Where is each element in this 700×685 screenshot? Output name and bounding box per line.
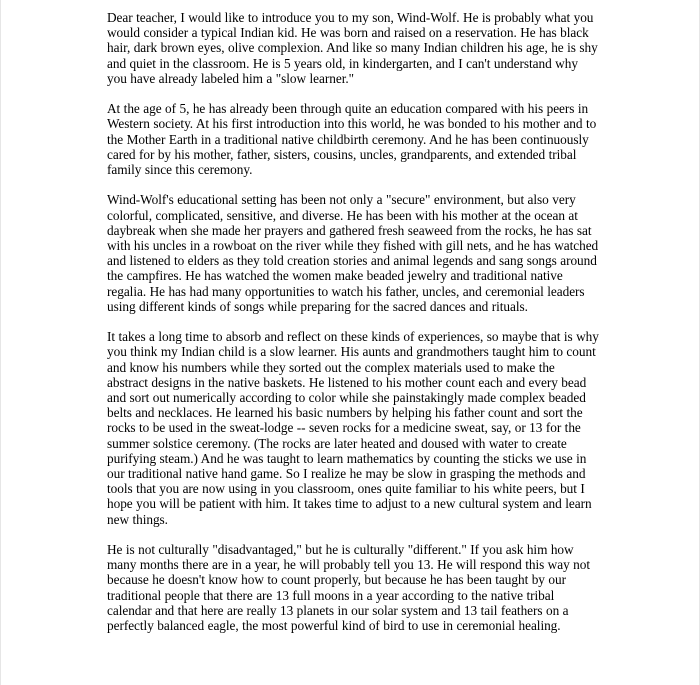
paragraph-educational-setting: Wind-Wolf's educational setting has been not only a "secure" environment, but also very colorful, complicated, sensitive, and diverse. He has been with his mother at the ocean at daybreak when she made her prayers and gathered fresh seaweed from the rocks, he has sat with his uncles in a rowboat on the river while they fished with gill nets, and he has watched and listened to elders as they told creation stories and animal legends and sang songs around the campfires. He has watched the women make beaded jewelry and traditional native regalia. He has had many opportunities to watch his father, uncles, and ceremonial leaders using different kinds of songs while preparing for the sacred dances and rituals.: [107, 192, 599, 314]
paragraph-introduction: Dear teacher, I would like to introduce you to my son, Wind-Wolf. He is probably what you would consider a typical Indian kid. He was born and raised on a reservation. He has black hair, dark brown eyes, olive complexion. And like so many Indian children his age, he is shy and quiet in the classroom. He is 5 years old, in kindergarten, and I can't understand why you have already labeled him a "slow learner.": [107, 10, 598, 86]
letter-body: [107, 10, 599, 633]
paragraph-culturally-different: He is not culturally "disadvantaged," but he is culturally "different." If you ask him how many months there are in a year, he will probably tell you 13. He will respond this way not because he doesn't know how to count properly, but because he has been taught by our traditional people that there are 13 full moons in a year according to the native tribal calendar and that here are really 13 planets in our solar system and 13 tail feathers on a perfectly balanced eagle, the most powerful kind of bird to use in ceremonial healing.: [107, 542, 591, 634]
paragraph-early-education: At the age of 5, he has already been through quite an education compared with his peers in Western society. At his first introduction into this world, he was bonded to his mother and to the Mother Earth in a traditional native childbirth ceremony. And he has been continuously cared for by his mother, father, sisters, cousins, uncles, grandparents, and extended tribal family since this ceremony.: [107, 101, 597, 178]
paragraph-slow-learner: It takes a long time to absorb and reflect on these kinds of experiences, so maybe that is why you think my Indian child is a slow learner. His aunts and grandmothers taught him to count and know his numbers while they sorted out the complex materials used to make the abstract designs in the native baskets. He listened to his mother count each and every bead and sort out numerically according to color while she painstakingly made complex beaded belts and necklaces. He learned his basic numbers by helping his father count and sort the rocks to be used in the sweat-lodge -- seven rocks for a medicine sweat, say, or 13 for the summer solstice ceremony. (The rocks are later heated and doused with water to create purifying steam.) And he was taught to learn mathematics by counting the sticks we use in our traditional native hand game. So I realize he may be slow in grasping the methods and tools that you are now using in you classroom, ones quite familiar to his white peers, but I hope you will be patient with him. It takes time to adjust to a new cultural system and learn new things.: [107, 329, 599, 527]
